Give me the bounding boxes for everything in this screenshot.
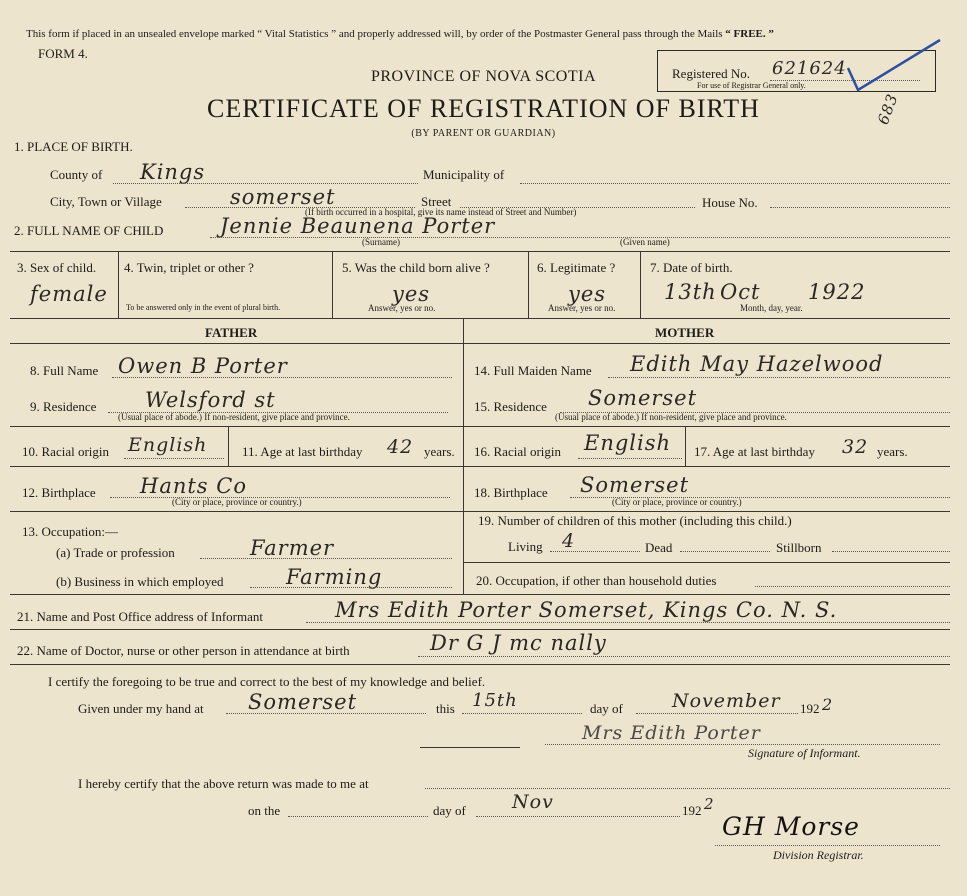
rule [10,466,463,467]
province-heading: PROVINCE OF NOVA SCOTIA [370,68,596,85]
municipality-label: Municipality of [423,167,505,182]
doctor-value: Dr G J mc nally [430,631,607,655]
mother-age-unit: years. [877,444,908,459]
alive-label: 5. Was the child born alive ? [342,260,490,275]
certify-statement: I certify the foregoing to be true and correct to the best of my knowledge and belief. [48,674,486,689]
sex-value: female [30,282,108,306]
line [226,713,426,714]
line [306,622,950,623]
father-age-unit: years. [424,444,455,459]
rule [10,343,950,344]
father-age-label: 11. Age at last birthday [242,444,363,459]
line [715,845,940,846]
stillborn-label: Stillborn [776,540,822,555]
father-name-value: Owen B Porter [118,354,288,378]
mother-occupation-label: 20. Occupation, if other than household duties [476,573,717,588]
legitimate-label: 6. Legitimate ? [537,260,616,275]
legitimate-note: Answer, yes or no. [548,303,616,313]
mail-notice-free: “ FREE. ” [725,28,774,40]
registrar-year-prefix: 192 [682,803,702,818]
father-birthplace-value: Hants Co [140,474,247,498]
father-residence-note: (Usual place of abode.) If non-resident, give place and province. [118,412,350,422]
informant-label: 21. Name and Post Office address of Informant [17,609,263,624]
registrar-year-value: 2 [704,795,715,813]
mother-heading: MOTHER [655,325,715,340]
mother-birthplace-value: Somerset [580,473,690,497]
business-label: (b) Business in which employed [56,574,224,589]
rule [10,594,950,595]
father-race-label: 10. Racial origin [22,444,110,459]
certify-year-value: 2 [822,695,834,714]
registrar-signature-value: GH Morse [722,812,860,841]
hospital-note: (If birth occurred in a hospital, give its name instead of Street and Number) [305,207,577,217]
date-year: 1922 [808,280,866,304]
city-label: City, Town or Village [50,194,162,209]
father-residence-label: 9. Residence [30,399,97,414]
rule [463,466,950,467]
father-race-value: English [128,434,208,456]
line [418,656,950,657]
registrar-note: For use of Registrar General only. [697,81,806,90]
living-value: 4 [562,530,576,552]
certify-month-value: November [672,690,781,712]
line [578,458,682,459]
father-birthplace-note: (City or place, province or country.) [172,497,302,507]
trade-value: Farmer [250,536,335,560]
line [124,458,224,459]
mother-name-label: 14. Full Maiden Name [474,363,592,378]
margin-note: 683 [873,91,902,127]
informant-value: Mrs Edith Porter Somerset, Kings Co. N. S. [335,598,838,622]
business-value: Farming [286,565,383,589]
given-under-label: Given under my hand at [78,701,204,716]
check-mark-icon [840,36,950,96]
father-birthplace-label: 12. Birthplace [22,485,96,500]
line [832,551,950,552]
informant-signature-label: Signature of Informant. [748,746,861,760]
rule [10,511,950,512]
page-subtitle: (BY PARENT OR GUARDIAN) [411,128,556,139]
mail-notice [26,28,774,40]
rule [332,251,333,318]
registrar-month-value: Nov [512,791,554,813]
rule [685,426,686,466]
surname-note: (Surname) [362,237,400,247]
page-title: CERTIFICATE OF REGISTRATION OF BIRTH [207,94,760,123]
city-value: somerset [230,185,336,209]
dead-label: Dead [645,540,673,555]
county-label: County of [50,167,103,182]
column-divider [463,318,464,594]
county-value: Kings [140,160,206,184]
given-place-value: Somerset [248,690,358,714]
child-name-value: Jennie Beaunena Porter [220,214,496,238]
mother-residence-note: (Usual place of abode.) If non-resident, give place and province. [555,412,787,422]
twin-note: To be answered only in the event of plural birth. [126,303,281,312]
county-line [113,183,418,184]
day-of-label: day of [590,701,623,716]
rule [463,562,950,563]
mother-age-value: 32 [842,436,869,458]
father-heading: FATHER [205,325,258,340]
this-label: this [436,701,455,716]
living-label: Living [508,539,543,554]
row3-bottom-rule [10,318,950,319]
mother-residence-label: 15. Residence [474,399,547,414]
mail-notice-text: This form if placed in an unsealed envelope marked “ Vital Statistics ” and properly addressed will, by order of the Postmaster General pass through the Mails [26,28,723,40]
mother-age-label: 17. Age at last birthday [694,444,815,459]
line [476,816,680,817]
municipality-line [520,183,950,184]
registered-number: 621624 [772,58,847,79]
alive-note: Answer, yes or no. [368,303,436,313]
rule [10,629,950,630]
line [680,551,770,552]
line [608,377,950,378]
form-number: FORM 4. [38,46,88,61]
father-residence-value: Welsford st [145,388,276,412]
line [288,816,428,817]
mother-name-value: Edith May Hazelwood [630,352,884,376]
registered-label: Registered No. [672,66,750,81]
given-name-note: (Given name) [620,237,670,247]
twin-label: 4. Twin, triplet or other ? [124,260,254,275]
sex-label: 3. Sex of child. [17,260,97,275]
father-name-label: 8. Full Name [30,363,99,378]
line [112,377,452,378]
mother-birthplace-label: 18. Birthplace [474,485,548,500]
this-day-value: 15th [472,690,518,711]
date-note: Month, day, year. [740,303,803,313]
registrar-statement: I hereby certify that the above return was made to me at [78,776,369,791]
mother-birthplace-note: (City or place, province or country.) [612,497,742,507]
line [200,558,452,559]
line [550,551,640,552]
line [425,788,950,789]
date-label: 7. Date of birth. [650,260,733,275]
child-name-label: 2. FULL NAME OF CHILD [14,223,164,238]
informant-signature-value: Mrs Edith Porter [582,722,761,744]
date-day: 13th [664,280,717,304]
date-month: Oct [720,280,761,304]
occupation-label: 13. Occupation:— [22,524,119,539]
rule [118,251,119,318]
separator-rule [420,747,520,748]
registrar-on-label: on the [248,803,281,818]
alive-value: yes [392,282,431,306]
rule [228,426,229,466]
mother-race-label: 16. Racial origin [474,444,562,459]
certify-year-prefix: 192 [800,701,820,716]
rule [640,251,641,318]
line [755,586,950,587]
line [462,713,582,714]
mother-residence-value: Somerset [588,386,698,410]
rule [10,664,950,665]
line [250,587,452,588]
house-label: House No. [702,195,758,210]
mother-race-value: English [584,431,672,455]
child-name-line [210,237,950,238]
trade-label: (a) Trade or profession [56,545,175,560]
rule [10,426,463,427]
house-line [770,207,950,208]
line [545,744,940,745]
doctor-label: 22. Name of Doctor, nurse or other person in attendance at birth [17,643,350,658]
rule [528,251,529,318]
children-count-label: 19. Number of children of this mother (including this child.) [478,513,792,528]
father-age-value: 42 [387,436,414,458]
rule [463,426,950,427]
row3-top-rule [10,251,950,252]
registrar-signature-label: Division Registrar. [773,848,864,862]
line [636,713,798,714]
street-label: Street [421,194,452,209]
registrar-day-label: day of [433,803,466,818]
legitimate-value: yes [568,282,607,306]
place-of-birth-label: 1. PLACE OF BIRTH. [14,139,133,154]
